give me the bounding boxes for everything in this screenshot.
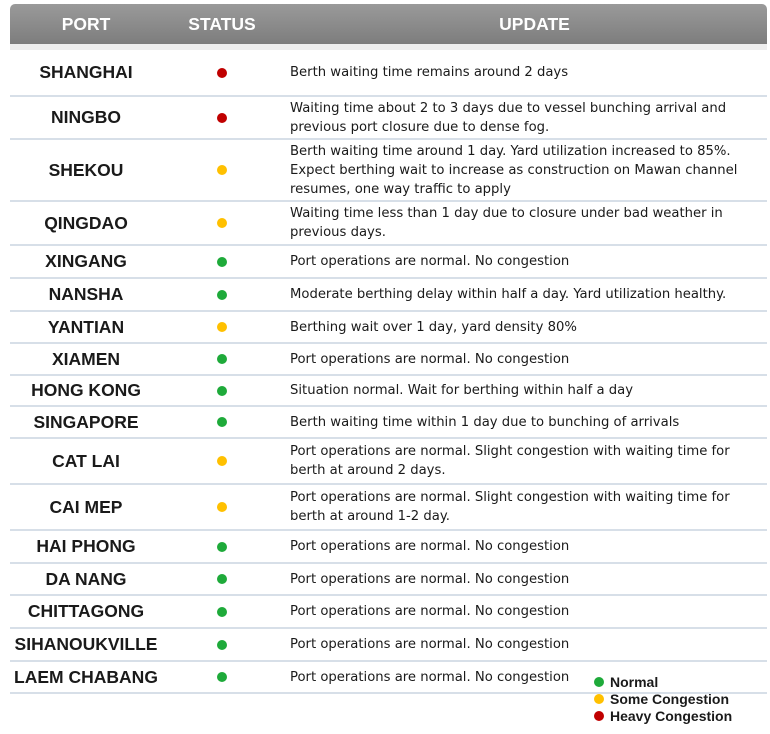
legend-dot-icon [594,711,604,721]
port-name: LAEM CHABANG [14,666,158,687]
status-dot-icon [217,502,227,512]
header-port: PORT [61,13,111,34]
status-dot-icon [217,640,227,650]
port-name: HAI PHONG [36,536,136,556]
table-body [10,50,767,694]
status-cell [162,165,282,175]
table-row [10,97,767,140]
legend-dot-icon [594,677,604,687]
port-name: SIHANOUKVILLE [14,634,158,654]
status-cell [162,113,282,123]
status-cell [162,354,282,364]
status-dot-icon [217,165,227,175]
port-name: NINGBO [51,107,121,127]
table-row [10,629,767,662]
table-row [10,312,767,344]
port-name: SHEKOU [48,159,124,180]
table-row [10,564,767,596]
status-cell [162,672,282,682]
status-dot-icon [217,322,227,332]
update-text: Port operations are normal. No congestion [290,571,570,587]
status-cell [162,290,282,300]
update-text: Berthing wait over 1 day, yard density 80% [290,319,577,335]
status-dot-icon [217,574,227,584]
port-name: XINGANG [45,251,127,271]
legend-item [594,707,732,724]
status-dot-icon [217,113,227,123]
port-name: XIAMEN [51,348,121,369]
port-name: SINGAPORE [33,411,139,432]
status-dot-icon [217,607,227,617]
legend-label: Normal [610,673,659,690]
status-dot-icon [217,218,227,228]
status-dot-icon [217,542,227,552]
legend-label: Some Congestion [610,690,730,707]
table-row [10,485,767,531]
status-cell [162,456,282,466]
update-text: Situation normal. Wait for berthing within half a day [290,383,633,398]
table-row [10,407,767,439]
status-cell [162,68,282,78]
update-text: Port operations are normal. No congestion [290,254,570,269]
update-text: Port operations are normal. No congestion [290,539,570,554]
header-update: UPDATE [499,13,570,34]
update-text: Port operations are normal. No congestion [290,637,570,652]
table-row [10,50,767,97]
update-text: Moderate berthing delay within half a day. Yard utilization healthy. [290,287,727,302]
update-text: Port operations are normal. No congestion [290,351,570,367]
port-name: DA NANG [45,568,127,589]
port-name: HONG KONG [31,380,141,400]
status-cell [162,257,282,267]
table-row [10,279,767,312]
legend-label: Heavy Congestion [610,707,733,724]
table-row [10,531,767,564]
legend-dot-icon [594,694,604,704]
status-cell [162,542,282,552]
update-text: Port operations are normal. Slight congestion with waiting time for berth at around 2 days. [290,444,730,478]
table-row [10,596,767,629]
port-status-table [10,4,767,694]
port-name: CAT LAI [52,450,120,471]
update-text: Berth waiting time around 1 day. Yard utilization increased to 85%. Expect berthing wait to increase as construction on Mawan channel resumes, one way traffic to apply [290,143,738,197]
status-cell [162,607,282,617]
table-header [10,4,767,44]
status-dot-icon [217,672,227,682]
table-row [10,344,767,376]
port-name: NANSHA [48,284,124,304]
update-text: Berth waiting time remains around 2 days [290,65,569,80]
status-cell [162,218,282,228]
status-dot-icon [217,354,227,364]
update-text: Port operations are normal. No congestion [290,669,570,685]
update-text: Port operations are normal. No congestion [290,604,570,619]
status-cell [162,574,282,584]
legend-item [594,690,732,707]
status-dot-icon [217,386,227,396]
status-dot-icon [217,257,227,267]
table-row [10,246,767,279]
port-name: CHITTAGONG [27,601,145,621]
table-row [10,140,767,202]
table-row [10,439,767,485]
port-name: YANTIAN [47,316,125,337]
status-dot-icon [217,456,227,466]
port-name: CAI MEP [49,496,123,517]
update-text: Waiting time about 2 to 3 days due to vessel bunching arrival and previous port closure due to dense fog. [290,100,727,135]
table-row [10,202,767,246]
status-cell [162,386,282,396]
port-name: QINGDAO [44,212,128,233]
status-dot-icon [217,290,227,300]
status-cell [162,502,282,512]
update-text: Port operations are normal. Slight congestion with waiting time for berth at around 1-2 day. [290,490,730,524]
port-name: SHANGHAI [39,62,133,82]
status-dot-icon [217,68,227,78]
update-text: Berth waiting time within 1 day due to bunching of arrivals [290,414,680,430]
legend-item [594,673,732,690]
table-row [10,376,767,407]
update-text: Waiting time less than 1 day due to closure under bad weather in previous days. [290,206,723,240]
status-legend [594,673,732,724]
status-dot-icon [217,417,227,427]
status-cell [162,640,282,650]
status-cell [162,322,282,332]
header-status: STATUS [188,13,256,34]
status-cell [162,417,282,427]
